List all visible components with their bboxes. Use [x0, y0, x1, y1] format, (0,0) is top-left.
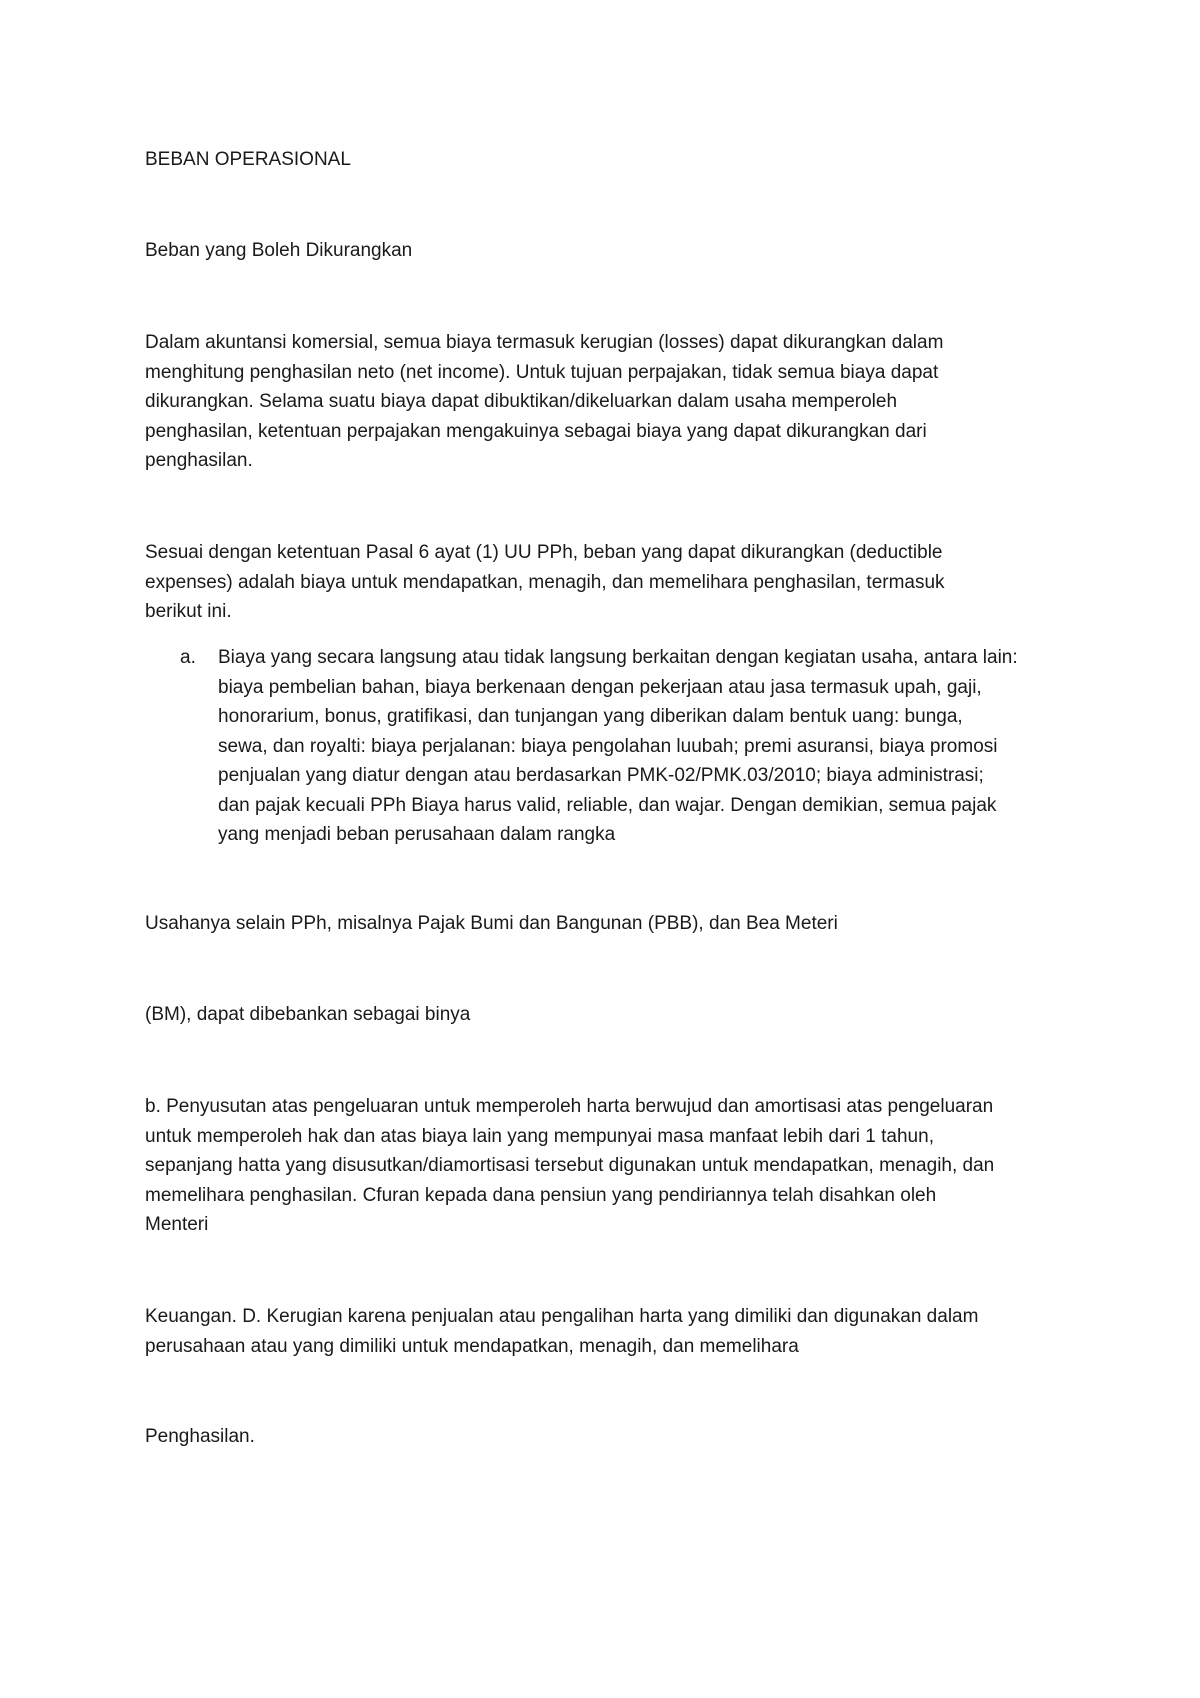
list-line: penjualan yang diatur dengan atau berdasarkan PMK-02/PMK.03/2010; biaya administrasi;: [218, 765, 984, 786]
paragraph-penyusutan: [145, 1092, 1065, 1240]
paragraph-line: penghasilan.: [145, 450, 253, 471]
paragraph-pasal-6: [145, 538, 1065, 627]
paragraph-line: expenses) adalah biaya untuk mendapatkan, menagih, dan memelihara penghasilan, termasuk: [145, 571, 945, 593]
list-line: Biaya yang secara langsung atau tidak langsung berkaitan dengan kegiatan usaha, antara lain:: [218, 647, 1018, 668]
list-line: yang menjadi beban perusahaan dalam rangka: [218, 824, 616, 845]
paragraph-line: Dalam akuntansi komersial, semua biaya termasuk kerugian (losses) dapat dikurangkan dalam: [145, 332, 944, 353]
paragraph-usahanya: Usahanya selain PPh, misalnya Pajak Bumi dan Bangunan (PBB), dan Bea Meteri: [145, 913, 838, 934]
paragraph-line: perusahaan atau yang dimiliki untuk mendapatkan, menagih, dan memelihara: [145, 1335, 799, 1357]
paragraph-line: Sesuai dengan ketentuan Pasal 6 ayat (1) UU PPh, beban yang dapat dikurangkan (deductible: [145, 542, 943, 563]
list-line: honorarium, bonus, gratifikasi, dan tunjangan yang diberikan dalam bentuk uang: bunga,: [218, 706, 963, 727]
paragraph-komersial: [145, 328, 1065, 476]
paragraph-keuangan: [145, 1302, 1065, 1361]
paragraph-line: Keuangan. D. Kerugian karena penjualan atau pengalihan harta yang dimiliki dan digunakan dalam: [145, 1306, 979, 1327]
paragraph-line: penghasilan, ketentuan perpajakan mengakuinya sebagai biaya yang dapat dikurangkan dari: [145, 420, 927, 442]
list-line: dan pajak kecuali PPh Biaya harus valid, reliable, dan wajar. Dengan demikian, semua pajak: [218, 794, 997, 816]
list-line: biaya pembelian bahan, biaya berkenaan dengan pekerjaan atau jasa termasuk upah, gaji,: [218, 676, 982, 698]
list-line: sewa, dan royalti: biaya perjalanan: biaya pengolahan luubah; premi asuransi, biaya promosi: [218, 735, 998, 757]
list-item-body: [218, 643, 1018, 850]
paragraph-line: menghitung penghasilan neto (net income). Untuk tujuan perpajakan, tidak semua biaya dapat: [145, 361, 939, 383]
paragraph-line: b. Penyusutan atas pengeluaran untuk memperoleh harta berwujud dan amortisasi atas pengeluaran: [145, 1096, 994, 1117]
paragraph-line: memelihara penghasilan. Cfuran kepada dana pensiun yang pendiriannya telah disahkan oleh: [145, 1184, 937, 1206]
paragraph-line: sepanjang hatta yang disusutkan/diamortisasi tersebut digunakan untuk mendapatkan, menagih, dan: [145, 1155, 995, 1176]
paragraph-penghasilan: Penghasilan.: [145, 1426, 255, 1447]
paragraph-line: berikut ini.: [145, 601, 232, 622]
paragraph-bm: (BM), dapat dibebankan sebagai binya: [145, 1004, 471, 1025]
paragraph-line: untuk memperoleh hak dan atas biaya lain yang mempunyai masa manfaat lebih dari 1 tahun,: [145, 1125, 934, 1147]
document-title: BEBAN OPERASIONAL: [145, 149, 351, 170]
list-marker: a.: [180, 647, 196, 668]
document-subtitle: Beban yang Boleh Dikurangkan: [145, 240, 413, 261]
paragraph-line: dikurangkan. Selama suatu biaya dapat dibuktikan/dikeluarkan dalam usaha memperoleh: [145, 391, 898, 412]
paragraph-line: Menteri: [145, 1214, 209, 1235]
